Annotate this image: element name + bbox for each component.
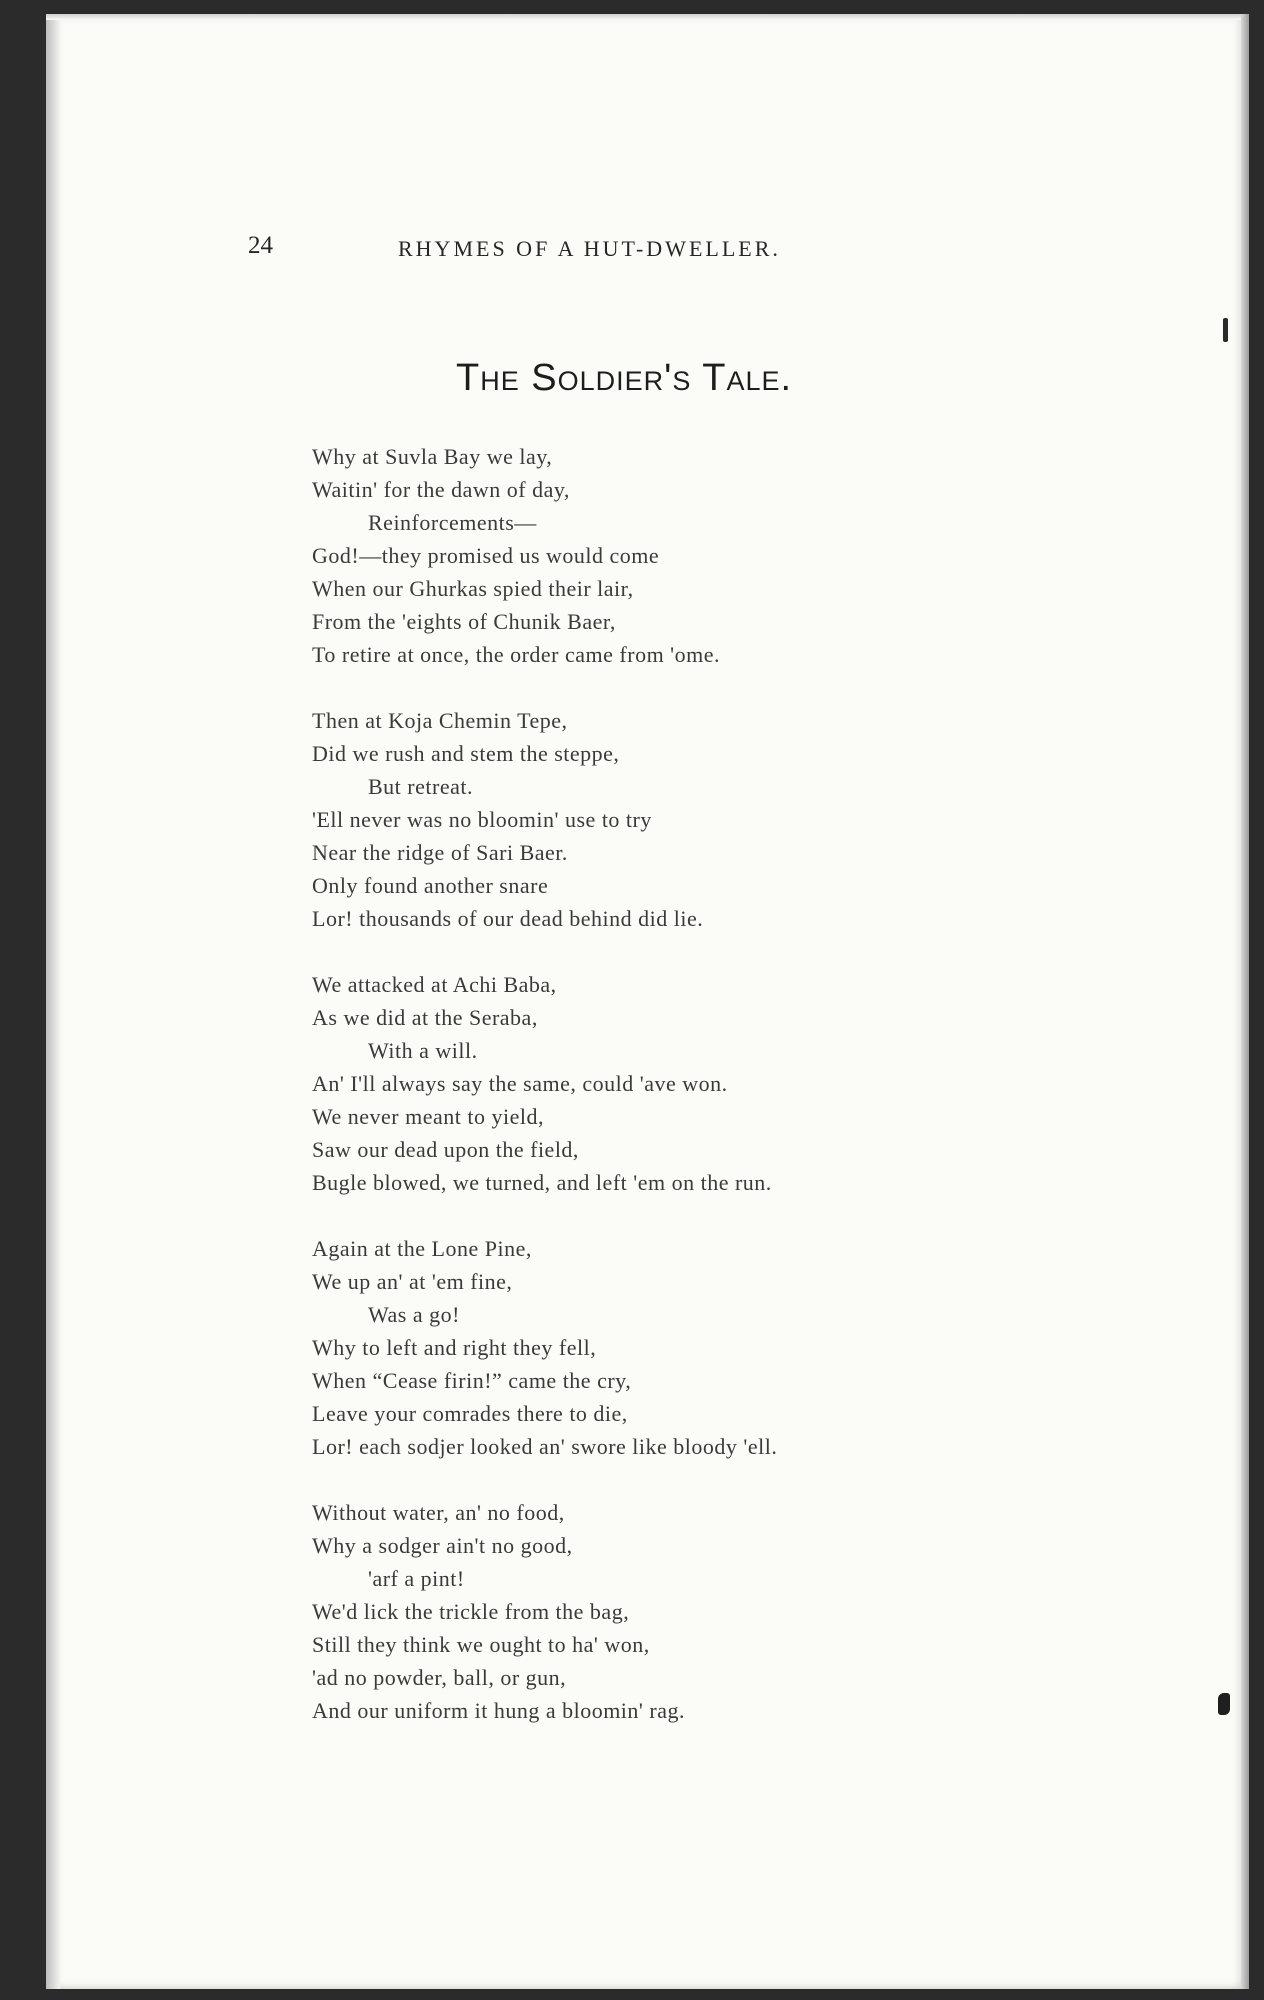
poem-line: But retreat.: [368, 774, 473, 799]
poem-line: And our uniform it hung a bloomin' rag.: [312, 1698, 685, 1723]
poem-line: Only found another snare: [312, 873, 549, 898]
poem-line: We never meant to yield,: [312, 1104, 544, 1129]
running-title: RHYMES OF A HUT-DWELLER.: [398, 236, 781, 261]
poem-line: 'ad no powder, ball, or gun,: [312, 1665, 567, 1690]
stanza: [312, 440, 1072, 671]
stanza: [312, 1232, 1072, 1463]
poem-line: We up an' at 'em fine,: [312, 1269, 513, 1294]
poem-line: When “Cease firin!” came the cry,: [312, 1368, 632, 1393]
poem-line: Near the ridge of Sari Baer.: [312, 840, 568, 865]
poem-title: The Soldier's Tale.: [456, 357, 793, 399]
poem-line: 'arf a pint!: [368, 1566, 465, 1591]
poem-line: God!—they promised us would come: [312, 543, 660, 568]
poem-line: Reinforcements—: [368, 510, 537, 535]
poem-line: Saw our dead upon the field,: [312, 1137, 579, 1162]
poem-line: To retire at once, the order came from 'ome.: [312, 642, 721, 667]
poem-body: [312, 440, 1072, 1760]
poem-line: With a will.: [368, 1038, 478, 1063]
poem-line: Why a sodger ain't no good,: [312, 1533, 573, 1558]
poem-line: Why at Suvla Bay we lay,: [312, 444, 553, 469]
page-number: 24: [248, 232, 273, 259]
poem-line: From the 'eights of Chunik Baer,: [312, 609, 616, 634]
poem-line: Leave your comrades there to die,: [312, 1401, 628, 1426]
poem-line: We'd lick the trickle from the bag,: [312, 1599, 630, 1624]
poem-line: An' I'll always say the same, could 'ave won.: [312, 1071, 728, 1096]
page-binding-edge: [46, 14, 60, 1989]
poem-line: Was a go!: [368, 1302, 460, 1327]
poem-line: Again at the Lone Pine,: [312, 1236, 532, 1261]
poem-line: Waitin' for the dawn of day,: [312, 477, 570, 502]
running-head: [0, 232, 1264, 272]
poem-line: Then at Koja Chemin Tepe,: [312, 708, 568, 733]
stanza: [312, 968, 1072, 1199]
page-top-edge: [46, 14, 1241, 20]
poem-line: Bugle blowed, we turned, and left 'em on the run.: [312, 1170, 772, 1195]
poem-line: Without water, an' no food,: [312, 1500, 565, 1525]
stanza: [312, 704, 1072, 935]
poem-line: When our Ghurkas spied their lair,: [312, 576, 634, 601]
poem-line: Did we rush and stem the steppe,: [312, 741, 620, 766]
page-right-edge: [1241, 14, 1249, 1989]
poem-line: 'Ell never was no bloomin' use to try: [312, 807, 652, 832]
ink-mark-top: [1223, 318, 1228, 342]
stanza: [312, 1496, 1072, 1727]
poem-line: We attacked at Achi Baba,: [312, 972, 557, 997]
poem-line: Still they think we ought to ha' won,: [312, 1632, 650, 1657]
poem-line: As we did at the Seraba,: [312, 1005, 538, 1030]
poem-line: Lor! thousands of our dead behind did lie.: [312, 906, 704, 931]
poem-line: Lor! each sodjer looked an' swore like bloody 'ell.: [312, 1434, 778, 1459]
ink-mark-bottom: [1218, 1693, 1230, 1715]
poem-line: Why to left and right they fell,: [312, 1335, 597, 1360]
